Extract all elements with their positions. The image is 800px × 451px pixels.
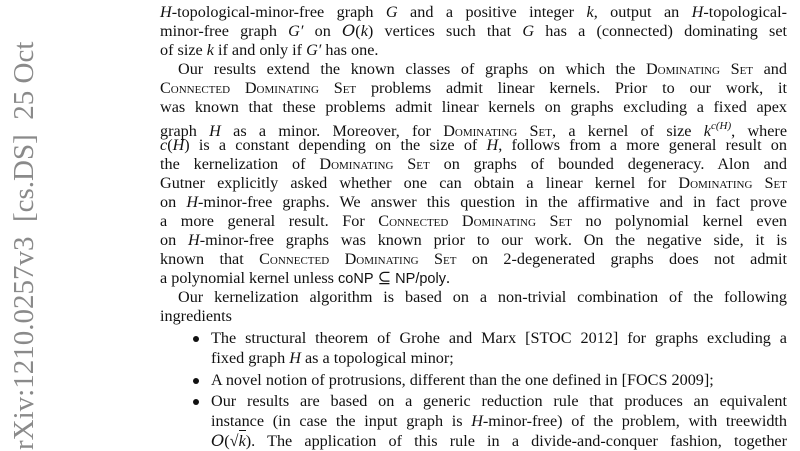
text-run: on (303, 22, 343, 40)
text-run: of size (160, 41, 207, 59)
math-italic: H (471, 412, 483, 430)
math-italic: H (486, 136, 499, 154)
text-run: Our kernelization algorithm is based on a non-trivial combination of the following (178, 288, 787, 306)
text-line (211, 391, 787, 411)
text-line (160, 154, 787, 174)
math-italic: G′ (306, 41, 322, 59)
text-line (160, 192, 787, 212)
math-italic: H (289, 349, 301, 367)
math-italic: G′ (288, 22, 304, 40)
complexity-class: NP/poly (395, 271, 446, 287)
text-run: -minor-free graphs. We answer this question in the affirmative and in fact prove (198, 193, 787, 211)
text-run: minor-free graph (160, 22, 289, 40)
math-italic: H (209, 122, 221, 140)
text-line (211, 411, 787, 431)
text-line (160, 135, 787, 155)
math-italic: H (188, 231, 200, 249)
text-line (211, 348, 787, 368)
text-run: (√ (224, 432, 239, 450)
text-run: -minor-free) of the problem, with treewidth (482, 412, 788, 430)
superscript: c(H) (710, 120, 732, 132)
text-run: and (753, 60, 787, 78)
text-run: ) is a constant depending on the size of (184, 136, 487, 154)
text-run: as a minor. Moreover, for (220, 122, 444, 140)
text-run: a polynomial kernel unless (160, 269, 339, 287)
sqrt-radicand: k (238, 432, 246, 450)
math-italic: k (206, 41, 214, 59)
text-run: fixed graph (211, 349, 290, 367)
math-italic: G (385, 3, 398, 21)
text-run: has a (connected) dominating set (534, 22, 788, 40)
big-o-symbol: O (211, 431, 225, 450)
math-italic: k (360, 22, 368, 40)
small-caps-term: Connected Dominating Set (378, 212, 572, 230)
text-run: -minor-free graphs was known prior to our work. On the negative side, it is (199, 231, 788, 249)
text-line (160, 2, 787, 22)
text-line (160, 268, 787, 289)
text-run: , follows from a more general result on (498, 136, 787, 154)
math-italic: G (522, 22, 535, 40)
text-run: problems admit linear kernels. Prior to our work, it (356, 79, 787, 97)
text-line (211, 431, 787, 451)
text-run: the kernelization of (160, 155, 320, 173)
bullet-icon (193, 378, 199, 384)
text-run: instance (in case the input graph is (211, 412, 472, 430)
small-caps-term: Connected Dominating Set (259, 250, 457, 268)
text-line (160, 249, 787, 269)
text-run: on 2-degenerated graphs does not admit (456, 250, 787, 268)
text-run: ( (167, 136, 173, 154)
text-run: Our results are based on a generic reduction rule that produces an equivalent (211, 392, 787, 410)
text-line (160, 173, 787, 193)
text-line (178, 287, 787, 307)
text-run: ). The application of this rule in a divide-and-conquer fashion, together (245, 432, 787, 450)
bullet-icon (193, 336, 199, 342)
text-run: Our results extend the known classes of graphs on which the (178, 60, 646, 78)
text-run: Gutner explicitly asked whether one can obtain a linear kernel for (160, 174, 679, 192)
text-run: -topological-minor-free graph (171, 3, 386, 21)
text-run: , a kernel of size (551, 122, 704, 140)
text-run: a more general result. For (160, 212, 379, 230)
small-caps-term: Connected Dominating Set (160, 79, 357, 97)
math-italic: c (160, 136, 168, 154)
complexity-class: coNP (338, 271, 374, 287)
text-run: has one. (321, 41, 379, 59)
big-o-symbol: O (342, 21, 356, 40)
text-line (160, 230, 787, 250)
small-caps-term: Dominating Set (678, 174, 787, 192)
text-line (178, 59, 787, 79)
text-run: on (160, 193, 187, 211)
small-caps-term: Dominating Set (645, 60, 754, 78)
text-line (160, 97, 787, 117)
text-run: ( (355, 22, 361, 40)
text-run: and a positive integer (397, 3, 587, 21)
math-italic: H (172, 136, 185, 154)
math-italic: k (586, 3, 594, 21)
text-run: ⊆ (373, 269, 396, 287)
text-run: if and only if (213, 41, 307, 59)
text-run: , where (731, 122, 788, 140)
text-line (160, 21, 787, 41)
text-line (211, 370, 787, 390)
small-caps-term: Dominating Set (319, 155, 430, 173)
text-run: on (160, 231, 188, 249)
arxiv-identifier-stamp: rXiv:1210.0257v3 [cs.DS] 25 Oct (8, 41, 40, 450)
math-italic: H (160, 3, 172, 21)
math-italic: k (703, 122, 711, 140)
text-run: known that (160, 250, 260, 268)
small-caps-term: Dominating Set (443, 122, 552, 140)
text-run: no polynomial kernel even (571, 212, 787, 230)
text-run: . (445, 269, 450, 287)
math-italic: H (186, 193, 199, 211)
text-run: ingredients (160, 307, 232, 325)
text-run: , output an (593, 3, 692, 21)
bullet-icon (193, 399, 199, 405)
text-line (160, 211, 787, 231)
text-run: The structural theorem of Grohe and Marx [STOC 2012] for graphs excluding a (211, 329, 787, 347)
text-run: as a topological minor; (300, 349, 454, 367)
text-line (211, 328, 787, 348)
math-italic: H (691, 3, 704, 21)
text-line (160, 78, 787, 98)
text-line (160, 40, 787, 60)
text-run: ) vertices such that (367, 22, 523, 40)
text-run: A novel notion of protrusions, different than the one defined in [FOCS 2009]; (211, 371, 714, 389)
text-line (160, 306, 787, 326)
text-run: on graphs of bounded degeneracy. Alon and (429, 155, 787, 173)
text-run: -topological- (703, 3, 787, 21)
text-run: graph (160, 122, 210, 140)
text-run: was known that these problems admit linear kernels on graphs excluding a fixed apex (160, 98, 787, 116)
